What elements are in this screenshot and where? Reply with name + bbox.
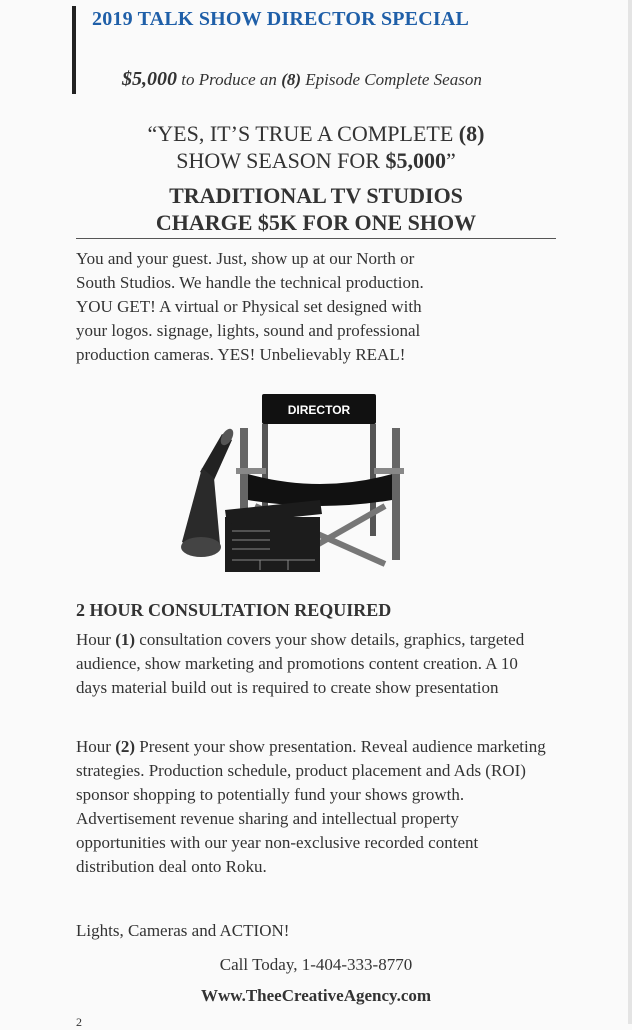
- price: $5,000: [122, 68, 177, 90]
- intro-paragraph: You and your guest. Just, show up at our North or South Studios. We handle the technical production. YOU GET! A virtual or Physical set designed with your logos. signage, lights, sound and professional production cameras. YES! Unbelievably REAL!: [76, 249, 424, 364]
- clapperboard-icon: [225, 500, 322, 572]
- divider: [76, 238, 556, 239]
- consultation-heading: 2 HOUR CONSULTATION REQUIRED: [76, 600, 392, 620]
- hour-two-paragraph: Hour (2) Present your show presentation. Reveal audience marketing strategies. Production schedule, product placement and Ads (ROI) sponsor shopping to potentially fund your shows growth. Advertisement revenue sharing and intellectual property opportunities with our year non-exclusive recorded content distribution deal onto Roku.: [76, 737, 546, 876]
- page-title: 2019 TALK SHOW DIRECTOR SPECIAL: [92, 8, 470, 30]
- tagline: Lights, Cameras and ACTION!: [76, 921, 290, 940]
- header-accent-bar: [72, 6, 76, 94]
- headline: TRADITIONAL TV STUDIOS CHARGE $5K FOR ONE SHOW: [155, 183, 477, 235]
- page-number: 2: [76, 1015, 82, 1029]
- quote-block: “YES, IT’S TRUE A COMPLETE (8) SHOW SEASON FOR $5,000”: [147, 121, 485, 173]
- phone-callout: Call Today, 1-404-333-8770: [219, 955, 413, 974]
- hour-one-paragraph: Hour (1) consultation covers your show details, graphics, targeted audience, show marketing and promotions content creation. A 10 days material build out is required to create show presentation: [76, 630, 525, 697]
- price-subtitle: $5,000 to Produce an (8) Episode Complete Season: [122, 68, 482, 90]
- chair-label: DIRECTOR: [287, 403, 351, 417]
- director-illustration: [170, 382, 440, 582]
- website-link[interactable]: Www.TheeCreativeAgency.com: [200, 986, 432, 1005]
- page-edge: [628, 0, 632, 1024]
